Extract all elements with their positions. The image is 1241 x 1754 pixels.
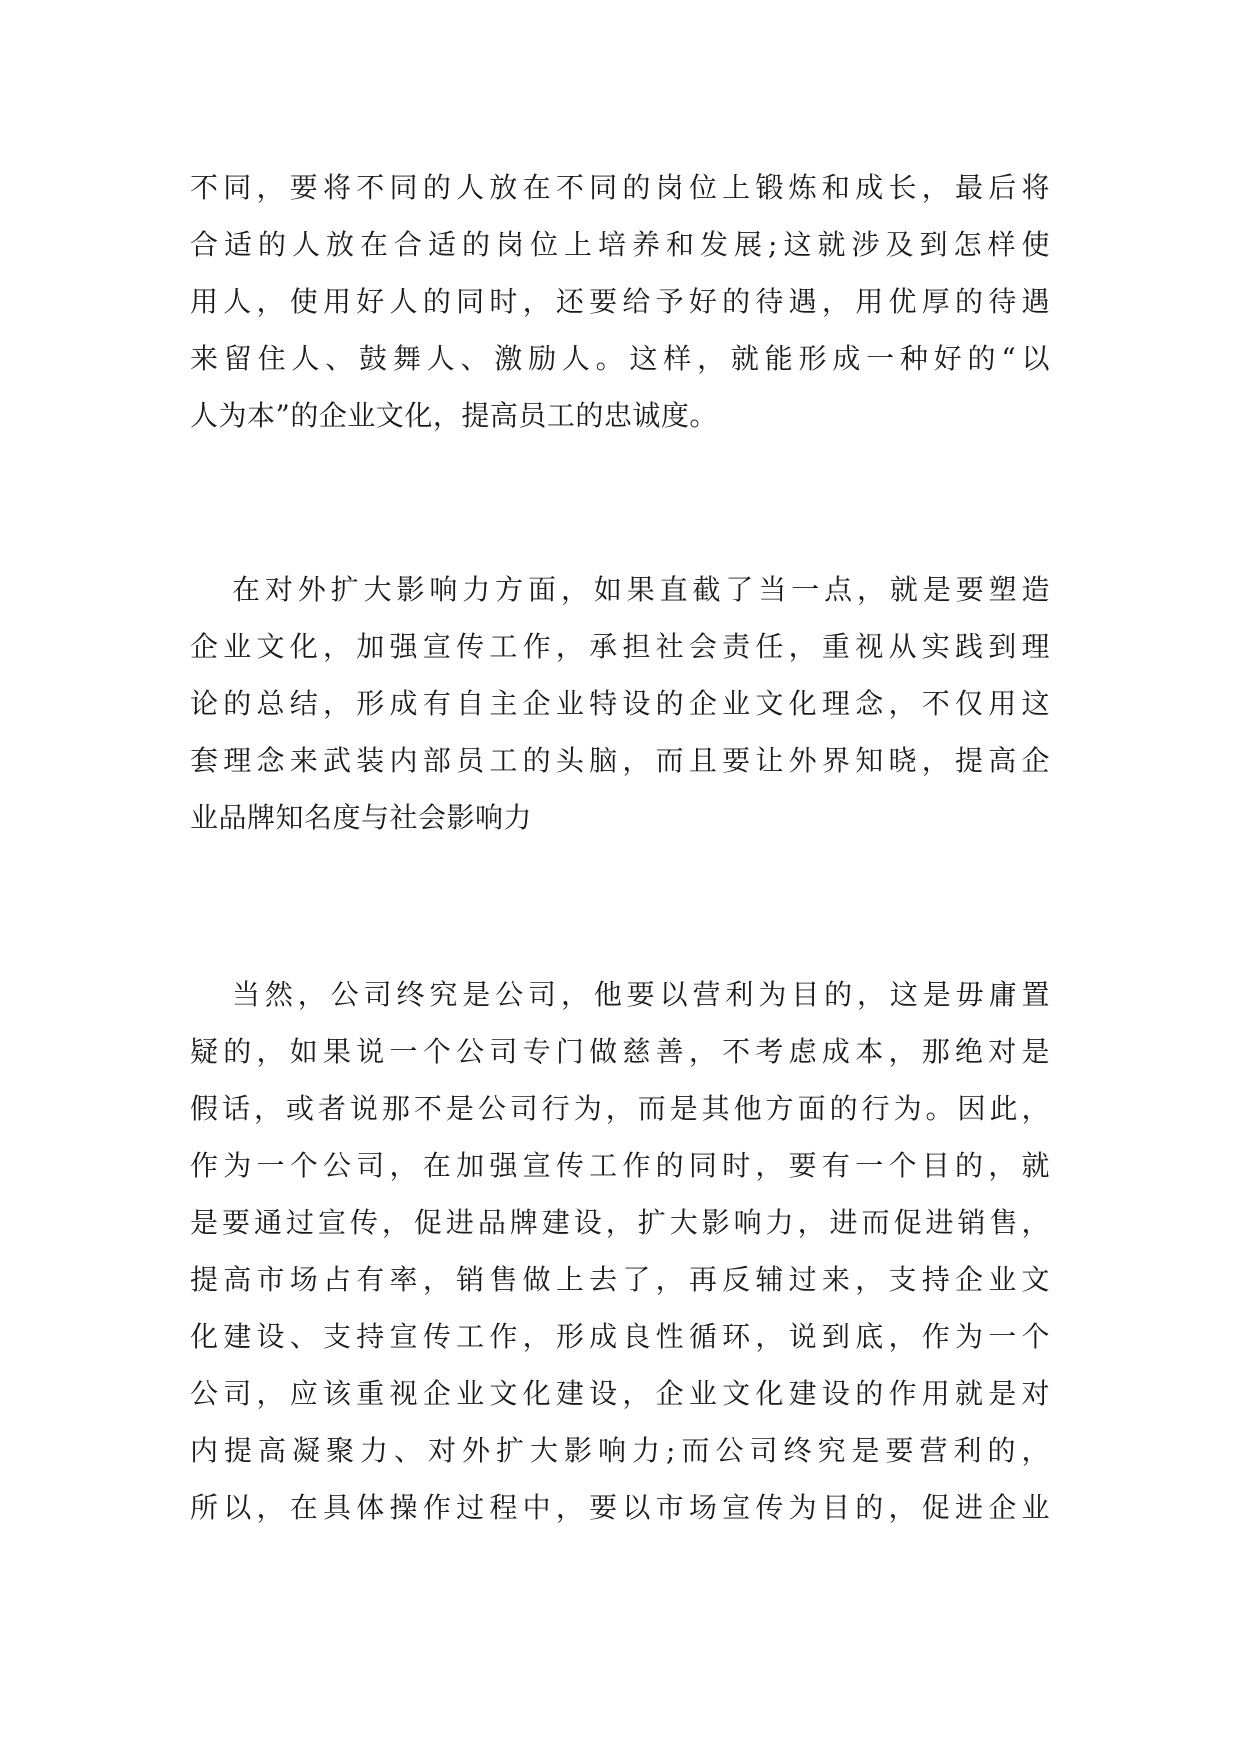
text-line: 内提高凝聚力、对外扩大影响力;而公司终究是要营利的， [190, 1434, 1050, 1467]
text-line: 业品牌知名度与社会影响力 [190, 801, 533, 834]
text-line: 化建设、支持宣传工作，形成良性循环，说到底，作为一个 [190, 1320, 1050, 1353]
text-line: 人为本”的企业文化，提高员工的忠诚度。 [190, 399, 718, 432]
text-line: 提高市场占有率，销售做上去了，再反辅过来，支持企业文 [190, 1263, 1050, 1296]
text-line: 套理念来武装内部员工的头脑，而且要让外界知晓，提高企 [190, 744, 1050, 777]
text-line: 假话，或者说那不是公司行为，而是其他方面的行为。因此， [190, 1092, 1050, 1125]
text-line: 论的总结，形成有自主企业特设的企业文化理念，不仅用这 [190, 687, 1050, 720]
text-line: 来留住人、鼓舞人、激励人。这样，就能形成一种好的“以 [190, 342, 1050, 375]
text-line: 作为一个公司，在加强宣传工作的同时，要有一个目的，就 [190, 1149, 1050, 1182]
text-line: 是要通过宣传，促进品牌建设，扩大影响力，进而促进销售， [190, 1206, 1050, 1239]
text-line: 在对外扩大影响力方面，如果直截了当一点，就是要塑造 [232, 573, 1050, 606]
text-line: 不同，要将不同的人放在不同的岗位上锻炼和成长，最后将 [190, 171, 1050, 204]
text-line: 所以，在具体操作过程中，要以市场宣传为目的，促进企业 [190, 1491, 1050, 1524]
text-line: 合适的人放在合适的岗位上培养和发展;这就涉及到怎样使 [190, 228, 1050, 261]
text-line: 用人，使用好人的同时，还要给予好的待遇，用优厚的待遇 [190, 285, 1050, 318]
text-line: 企业文化，加强宣传工作，承担社会责任，重视从实践到理 [190, 630, 1050, 663]
text-line: 当然，公司终究是公司，他要以营利为目的，这是毋庸置 [232, 978, 1050, 1011]
text-line: 疑的，如果说一个公司专门做慈善，不考虑成本，那绝对是 [190, 1035, 1050, 1068]
text-line: 公司，应该重视企业文化建设，企业文化建设的作用就是对 [190, 1377, 1050, 1410]
